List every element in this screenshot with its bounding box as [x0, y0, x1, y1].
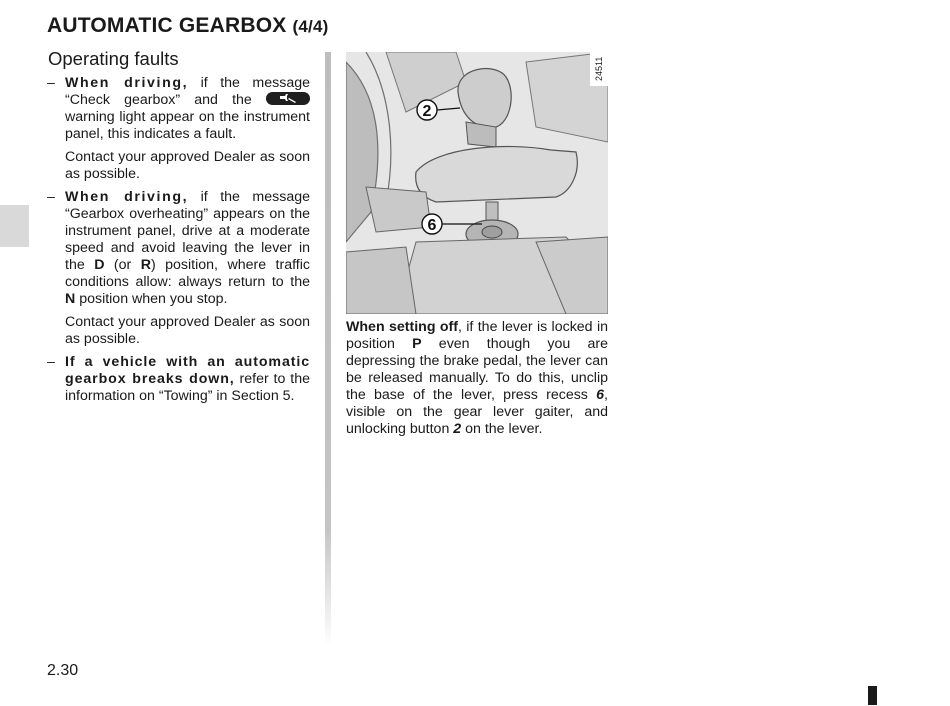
paragraph: Contact your approved Dealer as soon as possible. [65, 314, 310, 347]
paragraph-text: even though you are depressing the brake pedal, the lever can be released manually. To do this, unclip the base of the lever, press recess [346, 336, 608, 403]
paragraph-text: , if the lever is locked in position [346, 319, 608, 352]
page-number: 2.30 [47, 662, 79, 679]
item-text: ) position, where traffic conditions allow: always return to the [65, 257, 310, 290]
ref-6: 6 [596, 387, 605, 403]
gear-n: N [65, 291, 76, 307]
page-edge-marker [868, 686, 877, 705]
gear-d: D [94, 257, 105, 273]
spanner-warning-icon [266, 92, 310, 105]
right-column [346, 319, 608, 438]
section-tab-marker [0, 205, 29, 247]
page-title [47, 14, 328, 38]
item-text: refer to the information on “Towing” in Section 5. [65, 371, 310, 404]
item-text: if the message “Check gearbox” and the [65, 75, 310, 108]
list-item [47, 354, 310, 405]
title-text: AUTOMATIC GEARBOX [47, 14, 287, 37]
item-text: (or [104, 257, 141, 273]
illustration-drawing [346, 52, 608, 314]
gear-lever-illustration [346, 52, 608, 314]
gear-p: P [412, 336, 422, 352]
dash-bullet: – [47, 354, 55, 370]
item-text: warning light appear on the instrument panel, this indicates a fault. [65, 109, 310, 142]
callout-2: 2 [422, 103, 432, 120]
item-lead: When driving, [65, 75, 189, 91]
left-column [47, 75, 310, 411]
list-item [47, 189, 310, 308]
paragraph-text: on the lever. [461, 421, 543, 437]
dash-bullet: – [47, 75, 55, 91]
ref-2: 2 [453, 421, 462, 437]
paragraph-text: , visible on the gear lever gaiter, and unlocking button [346, 387, 608, 437]
item-lead: If a vehicle with an automatic gearbox breaks down, [65, 354, 310, 387]
item-text: if the message “Gearbox overheating” appears on the instrument panel, drive at a moderate speed and avoid leaving the lever in the [65, 189, 310, 273]
section-heading: Operating faults [48, 48, 179, 69]
gear-r: R [140, 257, 151, 273]
callout-6: 6 [427, 217, 437, 234]
list-item [47, 75, 310, 143]
title-part: (4/4) [292, 17, 329, 36]
figure-reference: 24511 [590, 52, 608, 86]
dash-bullet: – [47, 189, 55, 205]
item-text: position when you stop. [75, 291, 228, 307]
paragraph-lead: When setting off [346, 319, 458, 335]
paragraph: Contact your approved Dealer as soon as possible. [65, 149, 310, 182]
column-divider [325, 52, 331, 647]
item-lead: When driving, [65, 189, 189, 205]
